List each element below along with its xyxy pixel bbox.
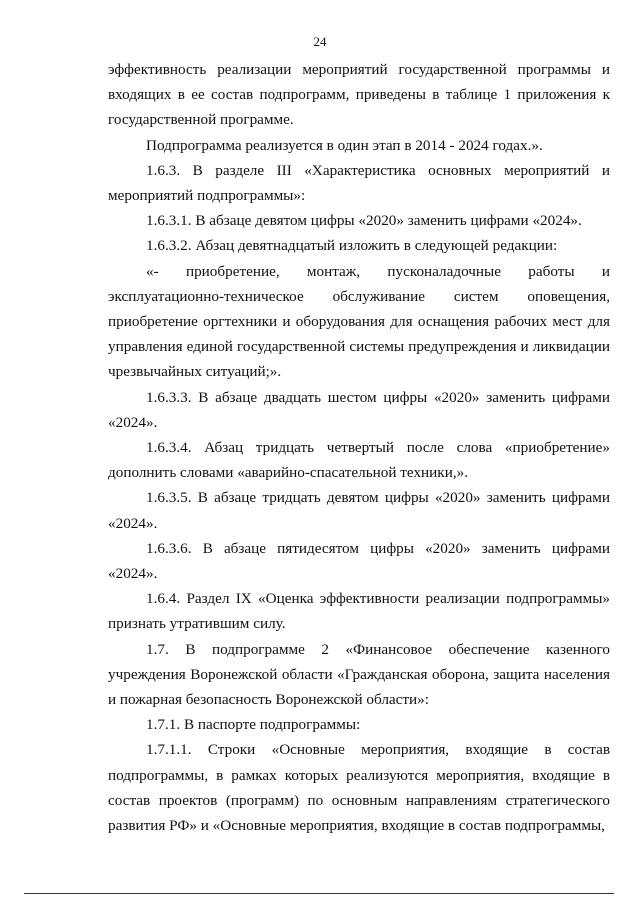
page-number: 24 bbox=[313, 34, 327, 49]
paragraph: 1.6.3.2. Абзац девятнадцатый изложить в следующей редакции: bbox=[146, 237, 558, 255]
document-body bbox=[108, 57, 610, 838]
paragraph: 1.6.3.4. Абзац тридцать четвертый после слова «приобретение» дополнить словами «аварийно-спасательной техники,». bbox=[108, 439, 610, 482]
paragraph: 1.6.3.3. В абзаце двадцать шестом цифры «2020» заменить цифрами «2024». bbox=[108, 388, 610, 431]
paragraph: «- приобретение, монтаж, пусконаладочные работы и эксплуатационно-техническое обслуживание систем оповещения, приобретение оргтехники и оборудования для оснащения рабочих мест для управления единой государственной системы предупреждения и ликвидации чрезвычайных ситуаций;». bbox=[108, 262, 610, 381]
paragraph: 1.6.3.1. В абзаце девятом цифры «2020» заменить цифрами «2024». bbox=[146, 212, 582, 230]
paragraph: 1.6.4. Раздел IX «Оценка эффективности реализации подпрограммы» признать утратившим силу. bbox=[108, 590, 610, 633]
paragraph: 1.7.1.1. Строки «Основные мероприятия, входящие в состав подпрограммы, в рамках которых реализуются мероприятия, входящие в состав проектов (программ) по основным направлениям стратегического развития РФ» и «Основные мероприятия, входящие в состав подпрограммы, bbox=[108, 741, 610, 835]
paragraph: эффективность реализации мероприятий государственной программы и входящих в ее состав подпрограмм, приведены в таблице 1 приложения к государственной программе. bbox=[108, 61, 610, 129]
paragraph: 1.6.3. В разделе III «Характеристика основных мероприятий и мероприятий подпрограммы»: bbox=[108, 161, 610, 205]
paragraph: 1.7.1. В паспорте подпрограммы: bbox=[146, 716, 361, 734]
paragraph: 1.6.3.6. В абзаце пятидесятом цифры «2020» заменить цифрами «2024». bbox=[108, 539, 610, 583]
paragraph: 1.7. В подпрограмме 2 «Финансовое обеспечение казенного учреждения Воронежской области «Гражданская оборона, защита населения и пожарная безопасность Воронежской области»: bbox=[108, 640, 610, 709]
page-bottom-edge bbox=[24, 893, 614, 894]
paragraph: 1.6.3.5. В абзаце тридцать девятом цифры «2020» заменить цифрами «2024». bbox=[108, 489, 610, 532]
paragraph: Подпрограмма реализуется в один этап в 2014 - 2024 годах.». bbox=[146, 136, 543, 154]
